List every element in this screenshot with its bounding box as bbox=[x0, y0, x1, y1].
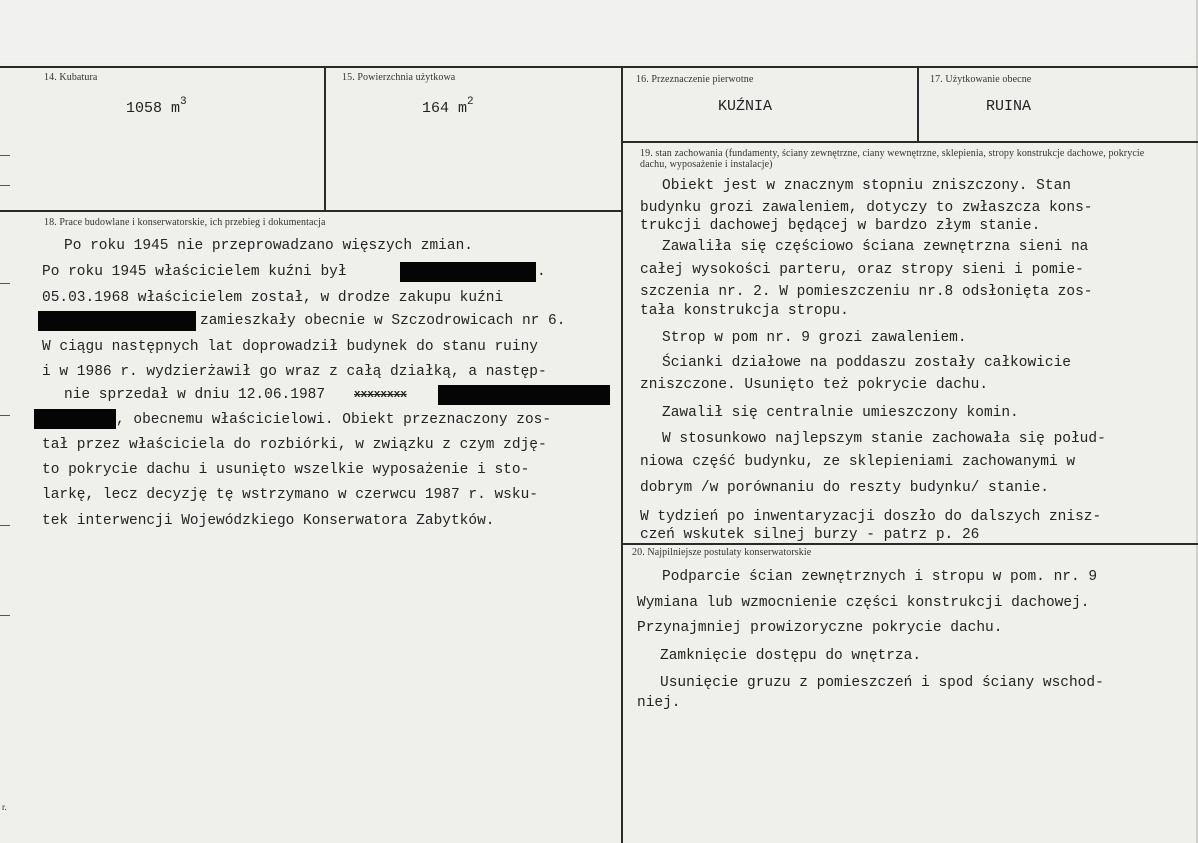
text-line: i w 1986 r. wydzierżawił go wraz z całą działką, a następ- bbox=[42, 364, 547, 380]
redaction-bar bbox=[34, 409, 116, 429]
text-line: W stosunkowo najlepszym stanie zachowała się połud- bbox=[662, 431, 1106, 447]
text-line: zamieszkały obecnie w Szczodrowicach nr 6. bbox=[200, 313, 566, 329]
redaction-bar bbox=[400, 262, 536, 282]
edge-tick bbox=[0, 525, 10, 526]
form-divider-16-17 bbox=[917, 66, 919, 141]
text-line: niej. bbox=[637, 695, 681, 711]
edge-tick bbox=[0, 415, 10, 416]
edge-tick bbox=[0, 155, 10, 156]
text-line: , obecnemu właścicielowi. Obiekt przeznaczony zos- bbox=[116, 412, 552, 428]
form-divider-14-15 bbox=[324, 66, 326, 210]
area-number: 164 m bbox=[422, 100, 468, 117]
text-line: Zawaliła się częściowo ściana zewnętrzna sieni na bbox=[662, 239, 1089, 255]
text-line: Usunięcie gruzu z pomieszczeń i spod ściany wschod- bbox=[660, 675, 1104, 691]
edge-tick bbox=[0, 185, 10, 186]
text-line: Podparcie ścian zewnętrznych i stropu w pom. nr. 9 bbox=[662, 569, 1098, 585]
text-line: tek interwencji Wojewódzkiego Konserwatora Zabytków. bbox=[42, 513, 495, 529]
text-line: trukcji dachowej będącej w bardzo złym stanie. bbox=[640, 218, 1041, 234]
text-line: Strop w pom nr. 9 grozi zawaleniem. bbox=[662, 330, 967, 346]
field-15-label: 15. Powierzchnia użytkowa bbox=[342, 72, 456, 83]
field-15-value bbox=[422, 98, 474, 117]
text-line: tała konstrukcja stropu. bbox=[640, 303, 849, 319]
scan-top-margin bbox=[0, 0, 1198, 62]
edge-tick bbox=[0, 615, 10, 616]
text-line: . bbox=[537, 264, 546, 280]
edge-tick bbox=[0, 283, 10, 284]
text-line: larkę, lecz decyzję tę wstrzymano w czerwcu 1987 r. wsku- bbox=[42, 487, 538, 503]
form-divider-main bbox=[621, 66, 623, 843]
text-line: nie sprzedał w dniu 12.06.1987 bbox=[64, 387, 326, 403]
text-line: Zawalił się centralnie umieszczony komin. bbox=[662, 405, 1019, 421]
text-line: W tydzień po inwentaryzacji doszło do dalszych znisz- bbox=[640, 509, 1102, 525]
text-line: W ciągu następnych lat doprowadził budynek do stanu ruiny bbox=[42, 339, 538, 355]
text-line: tał przez właściciela do rozbiórki, w związku z czym zdję- bbox=[42, 437, 547, 453]
field-14-label: 14. Kubatura bbox=[44, 72, 98, 83]
form-rule-left-row1 bbox=[0, 210, 622, 212]
text-line: Po roku 1945 właścicielem kuźni był bbox=[42, 264, 347, 280]
unit-exponent: 3 bbox=[180, 96, 187, 108]
text-line: całej wysokości parteru, oraz stropy sieni i pomie- bbox=[640, 262, 1084, 278]
text-line: Po roku 1945 nie przeprowadzano więszych zmian. bbox=[64, 238, 473, 254]
field-16-label: 16. Przeznaczenie pierwotne bbox=[636, 74, 754, 85]
form-rule-right-row1 bbox=[622, 141, 1198, 143]
text-line: budynku grozi zawaleniem, dotyczy to zwłaszcza kons- bbox=[640, 200, 1093, 216]
field-14-value bbox=[126, 98, 187, 117]
text-line: Przynajmniej prowizoryczne pokrycie dachu. bbox=[637, 620, 1003, 636]
text-line: dobrym /w porównaniu do reszty budynku/ stanie. bbox=[640, 480, 1049, 496]
struck-out-text: xxxxxxxx bbox=[354, 389, 407, 401]
text-line: czeń wskutek silnej burzy - patrz p. 26 bbox=[640, 527, 980, 543]
text-line: zniszczone. Usunięto też pokrycie dachu. bbox=[640, 377, 989, 393]
kubatura-number: 1058 m bbox=[126, 100, 181, 117]
text-line: Wymiana lub wzmocnienie części konstrukcji dachowej. bbox=[637, 595, 1090, 611]
unit-exponent: 2 bbox=[467, 96, 474, 108]
redaction-bar bbox=[438, 385, 610, 405]
field-17-label: 17. Użytkowanie obecne bbox=[930, 74, 1032, 85]
text-line: Obiekt jest w znacznym stopniu zniszczony. Stan bbox=[662, 178, 1071, 194]
redaction-bar bbox=[38, 311, 196, 331]
text-line: szczenia nr. 2. W pomieszczeniu nr.8 odsłonięta zos- bbox=[640, 284, 1093, 300]
field-20-label: 20. Najpilniejsze postulaty konserwatorskie bbox=[632, 547, 812, 558]
field-18-label: 18. Prace budowlane i konserwatorskie, ich przebieg i dokumentacja bbox=[44, 217, 326, 228]
field-16-value: KUŹNIA bbox=[718, 98, 773, 115]
text-line: niowa część budynku, ze sklepieniami zachowanymi w bbox=[640, 454, 1076, 470]
text-line: 05.03.1968 właścicielem został, w drodze zakupu kuźni bbox=[42, 290, 504, 306]
edge-mark: r. bbox=[2, 802, 7, 812]
text-line: Ścianki działowe na poddaszu zostały całkowicie bbox=[662, 355, 1071, 371]
text-line: to pokrycie dachu i usunięto wszelkie wyposażenie i sto- bbox=[42, 462, 530, 478]
text-line: Zamknięcie dostępu do wnętrza. bbox=[660, 648, 922, 664]
field-19-label: 19. stan zachowania (fundamenty, ściany zewnętrzne, ciany wewnętrzne, sklepienia, stropy konstrukcje dachowe, pokrycie dachu, wyposażenie i instalacje) bbox=[640, 148, 1145, 170]
form-top-rule bbox=[0, 66, 1198, 68]
field-17-value: RUINA bbox=[986, 98, 1032, 115]
